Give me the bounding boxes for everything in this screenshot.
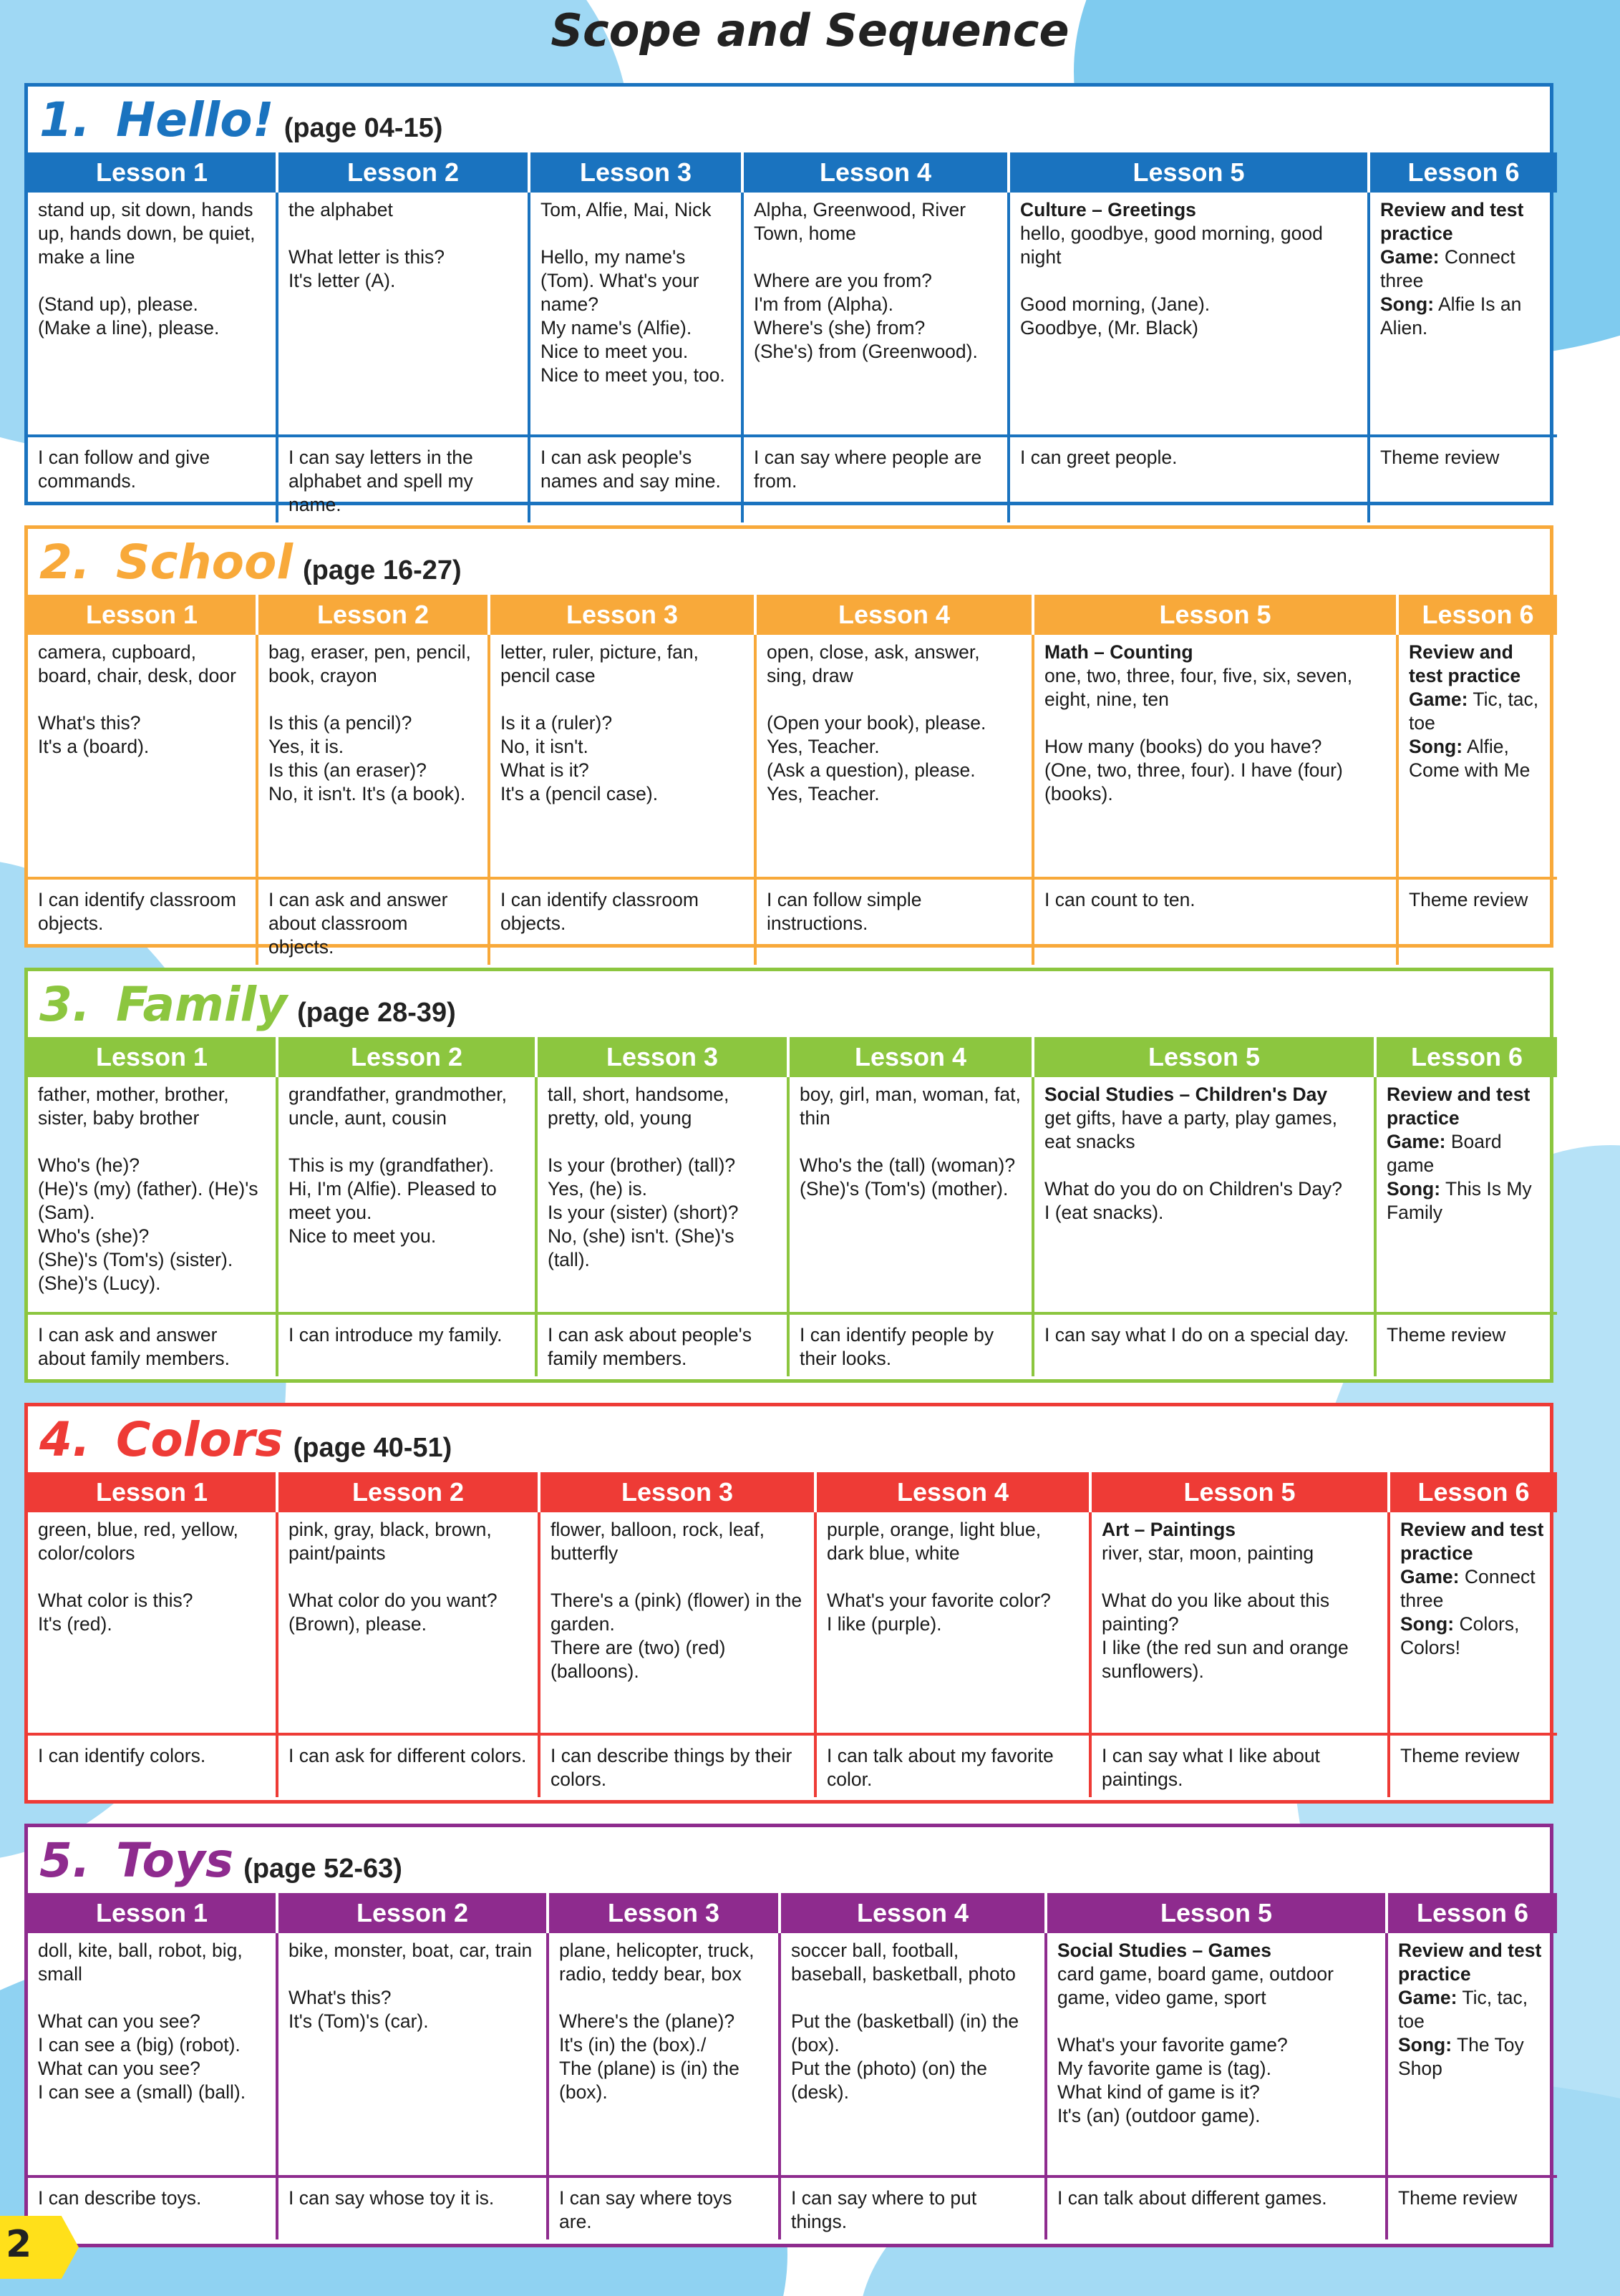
page-number-tab (0, 2216, 79, 2279)
unit-page-range: (page 52-63) (243, 1854, 402, 1884)
can-do-text: I can describe toys. (38, 2187, 202, 2209)
review-song (1380, 293, 1547, 340)
can-do-statement (548, 2176, 780, 2239)
unit-section-colors (24, 1403, 1553, 1804)
lesson-table (28, 1893, 1557, 2239)
lesson-header-5: Lesson 5 (1046, 1893, 1387, 1933)
lesson-topic-heading: Social Studies – Games (1057, 1940, 1271, 1961)
can-do-statement (489, 878, 755, 965)
unit-page-range: (page 28-39) (297, 998, 456, 1028)
lesson-content-text: boy, girl, man, woman, fat, thin Who's the (tall) (woman)? (She)'s (Tom's) (mother). (800, 1084, 1021, 1200)
lesson-content-text: one, two, three, four, five, six, seven, eight, nine, ten How many (books) do you have? (One, two, three, four). I have (four) (books). (1044, 665, 1353, 804)
lesson-content-cell (489, 635, 755, 878)
can-do-statement (28, 1734, 277, 1797)
can-do-text: Theme review (1400, 1745, 1520, 1766)
lesson-header-5: Lesson 5 (1090, 1472, 1389, 1512)
can-do-text: I can greet people. (1020, 447, 1178, 468)
lesson-content-cell (257, 635, 489, 878)
can-do-text: I can ask people's names and say mine. (540, 447, 721, 492)
page-number: 2 (6, 2223, 32, 2266)
lesson-content-row (28, 193, 1557, 436)
lesson-header-1: Lesson 1 (28, 595, 257, 635)
review-song (1400, 1612, 1547, 1660)
lesson-header-1: Lesson 1 (28, 1893, 277, 1933)
can-do-statement (536, 1313, 788, 1376)
lesson-content-text: grandfather, grandmother, uncle, aunt, cousin This is my (grandfather). Hi, I'm (Alfie). Pleased to meet you. Nice to meet you. (288, 1084, 507, 1247)
can-do-text: I can talk about different games. (1057, 2187, 1327, 2209)
unit-title: Colors (116, 1412, 283, 1467)
can-do-text: I can identify colors. (38, 1745, 206, 1766)
can-do-text: I can ask and answer about classroom objects. (268, 889, 448, 958)
unit-header (28, 1406, 1550, 1472)
unit-header (28, 87, 1550, 152)
lesson-content-cell (1397, 635, 1557, 878)
lesson-content-cell (788, 1077, 1033, 1313)
lesson-header-5: Lesson 5 (1009, 152, 1369, 193)
can-do-text: I can follow and give commands. (38, 447, 210, 492)
lesson-content-cell (1033, 1077, 1375, 1313)
review-game (1400, 1565, 1547, 1612)
can-do-text: I can ask about people's family members. (548, 1324, 752, 1369)
unit-header (28, 1827, 1550, 1893)
can-do-statement (1033, 1313, 1375, 1376)
can-do-text: I can say whose toy it is. (288, 2187, 495, 2209)
lesson-header-6: Lesson 6 (1397, 595, 1557, 635)
game-name: Connect three (1400, 1566, 1536, 1611)
lesson-content-text: pink, gray, black, brown, paint/paints What color do you want? (Brown), please. (288, 1519, 498, 1635)
lesson-header-3: Lesson 3 (529, 152, 742, 193)
can-do-text: Theme review (1409, 889, 1528, 910)
song-name: The Toy Shop (1398, 2034, 1524, 2079)
lesson-header-row (28, 152, 1557, 193)
lesson-content-cell (742, 193, 1009, 436)
unit-number: 4. (39, 1412, 90, 1467)
lesson-header-6: Lesson 6 (1387, 1893, 1557, 1933)
can-do-text: I can talk about my favorite color. (827, 1745, 1054, 1790)
lesson-header-4: Lesson 4 (780, 1893, 1046, 1933)
lesson-content-text: doll, kite, ball, robot, big, small What can you see? I can see a (big) (robot). What can you see? I can see a (small) (ball). (38, 1940, 246, 2103)
can-do-statement (742, 436, 1009, 522)
can-do-statement (28, 1313, 277, 1376)
lesson-header-3: Lesson 3 (548, 1893, 780, 1933)
lesson-header-6: Lesson 6 (1375, 1037, 1557, 1077)
lesson-topic-heading: Review and test practice (1400, 1519, 1544, 1564)
can-do-text: Theme review (1387, 1324, 1506, 1346)
lesson-content-text: green, blue, red, yellow, color/colors What color is this? It's (red). (38, 1519, 238, 1635)
game-label: Game: (1398, 1987, 1457, 2008)
can-do-statement (1009, 436, 1369, 522)
game-name: Tic, tac, toe (1398, 1987, 1528, 2032)
lesson-header-2: Lesson 2 (277, 1472, 539, 1512)
can-do-text: I can identify classroom objects. (38, 889, 236, 934)
lesson-topic-heading: Culture – Greetings (1020, 199, 1196, 220)
lesson-header-row (28, 595, 1557, 635)
game-name: Connect three (1380, 246, 1515, 291)
unit-number: 5. (39, 1833, 90, 1888)
lesson-topic-heading: Review and test practice (1409, 641, 1521, 686)
can-do-row (28, 1313, 1557, 1376)
lesson-content-text: camera, cupboard, board, chair, desk, door What's this? It's a (board). (38, 641, 236, 757)
lesson-content-text: the alphabet What letter is this? It's letter (A). (288, 199, 445, 291)
can-do-text: I can say letters in the alphabet and spell my name. (288, 447, 473, 515)
lesson-header-1: Lesson 1 (28, 152, 277, 193)
can-do-text: I can say where toys are. (559, 2187, 732, 2232)
review-song (1398, 2033, 1547, 2081)
can-do-row (28, 1734, 1557, 1797)
unit-section-school (24, 525, 1553, 958)
can-do-statement (1046, 2176, 1387, 2239)
can-do-text: I can say what I like about paintings. (1102, 1745, 1320, 1790)
unit-page-range: (page 40-51) (293, 1433, 452, 1463)
lesson-header-row (28, 1037, 1557, 1077)
unit-page-range: (page 16-27) (302, 555, 462, 585)
lesson-content-cell (1090, 1512, 1389, 1734)
lesson-table (28, 1472, 1557, 1797)
lesson-content-text: open, close, ask, answer, sing, draw (Open your book), please. Yes, Teacher. (Ask a question), please. Yes, Teacher. (767, 641, 986, 804)
lesson-content-text: flower, balloon, rock, leaf, butterfly There's a (pink) (flower) in the garden. There are (two) (red) (balloons). (550, 1519, 802, 1682)
lesson-content-cell (755, 635, 1033, 878)
unit-section-family (24, 968, 1553, 1383)
can-do-text: I can introduce my family. (288, 1324, 503, 1346)
lesson-content-text: hello, goodbye, good morning, good night Good morning, (Jane). Goodbye, (Mr. Black) (1020, 223, 1323, 339)
can-do-statement (780, 2176, 1046, 2239)
can-do-statement (1369, 436, 1557, 522)
game-name: Tic, tac, toe (1409, 689, 1539, 734)
can-do-statement (277, 1313, 536, 1376)
song-label: Song: (1400, 1613, 1455, 1635)
unit-section-toys (24, 1824, 1553, 2247)
lesson-content-text: father, mother, brother, sister, baby brother Who's (he)? (He)'s (my) (father). (He)'s (Sam). Who's (she)? (She)'s (Tom's) (sister). (She)'s (Lucy). (38, 1084, 258, 1294)
can-do-text: I can say what I do on a special day. (1044, 1324, 1349, 1346)
lesson-content-row (28, 635, 1557, 878)
lesson-content-text: letter, ruler, picture, fan, pencil case Is it a (ruler)? No, it isn't. What is it? It's a (pencil case). (500, 641, 699, 804)
lesson-content-cell (28, 1933, 277, 2176)
can-do-statement (815, 1734, 1090, 1797)
lesson-header-4: Lesson 4 (788, 1037, 1033, 1077)
lesson-content-text: bike, monster, boat, car, train What's this? It's (Tom)'s (car). (288, 1940, 533, 2032)
review-song (1409, 735, 1547, 782)
lesson-content-cell (1369, 193, 1557, 436)
song-label: Song: (1409, 736, 1463, 757)
lesson-content-cell (1033, 635, 1397, 878)
lesson-header-1: Lesson 1 (28, 1037, 277, 1077)
lesson-header-row (28, 1472, 1557, 1512)
lesson-content-cell (277, 193, 529, 436)
lesson-content-cell (1387, 1933, 1557, 2176)
review-game (1398, 1986, 1547, 2033)
can-do-statement (28, 878, 257, 965)
can-do-row (28, 878, 1557, 965)
unit-number: 2. (39, 535, 90, 590)
lesson-content-cell (780, 1933, 1046, 2176)
review-song (1387, 1177, 1547, 1225)
unit-title: Toys (116, 1833, 234, 1888)
lesson-content-cell (529, 193, 742, 436)
lesson-content-cell (28, 1512, 277, 1734)
lesson-topic-heading: Review and test practice (1398, 1940, 1542, 1985)
can-do-statement (788, 1313, 1033, 1376)
review-game (1387, 1130, 1547, 1177)
lesson-header-2: Lesson 2 (277, 152, 529, 193)
lesson-content-cell (277, 1933, 548, 2176)
lesson-content-cell (28, 193, 277, 436)
game-label: Game: (1380, 246, 1440, 268)
lesson-content-cell (548, 1933, 780, 2176)
can-do-text: Theme review (1380, 447, 1500, 468)
lesson-header-2: Lesson 2 (257, 595, 489, 635)
song-label: Song: (1387, 1178, 1441, 1200)
review-game (1409, 688, 1547, 735)
lesson-table (28, 1037, 1557, 1376)
lesson-table (28, 595, 1557, 965)
lesson-content-row (28, 1933, 1557, 2176)
lesson-content-cell (1009, 193, 1369, 436)
lesson-content-cell (277, 1077, 536, 1313)
lesson-content-cell (1389, 1512, 1557, 1734)
can-do-text: I can say where people are from. (754, 447, 982, 492)
song-label: Song: (1398, 2034, 1452, 2056)
can-do-statement (277, 2176, 548, 2239)
lesson-header-row (28, 1893, 1557, 1933)
lesson-content-text: stand up, sit down, hands up, hands down, be quiet, make a line (Stand up), please. (Make a line), please. (38, 199, 256, 339)
lesson-content-text: Alpha, Greenwood, River Town, home Where are you from? I'm from (Alpha). Where's (she) from? (She's) from (Greenwood). (754, 199, 978, 362)
lesson-content-text: purple, orange, light blue, dark blue, white What's your favorite color? I like (purple). (827, 1519, 1051, 1635)
song-name: Colors, Colors! (1400, 1613, 1520, 1658)
lesson-table (28, 152, 1557, 522)
lesson-header-3: Lesson 3 (536, 1037, 788, 1077)
unit-header (28, 529, 1550, 595)
game-label: Game: (1409, 689, 1468, 710)
lesson-content-row (28, 1077, 1557, 1313)
lesson-header-4: Lesson 4 (815, 1472, 1090, 1512)
can-do-text: I can ask for different colors. (288, 1745, 527, 1766)
can-do-statement (277, 436, 529, 522)
can-do-statement (529, 436, 742, 522)
lesson-topic-heading: Math – Counting (1044, 641, 1193, 663)
unit-number: 1. (39, 92, 90, 147)
can-do-text: I can ask and answer about family members. (38, 1324, 231, 1369)
can-do-row (28, 2176, 1557, 2239)
lesson-header-6: Lesson 6 (1389, 1472, 1557, 1512)
can-do-statement (28, 436, 277, 522)
lesson-header-2: Lesson 2 (277, 1037, 536, 1077)
lesson-content-row (28, 1512, 1557, 1734)
lesson-header-1: Lesson 1 (28, 1472, 277, 1512)
lesson-content-text: card game, board game, outdoor game, video game, sport What's your favorite game? My favorite game is (tag). What kind of game is it? It's (an) (outdoor game). (1057, 1963, 1334, 2126)
can-do-text: I can identify classroom objects. (500, 889, 699, 934)
unit-page-range: (page 04-15) (283, 113, 443, 143)
page-title: Scope and Sequence (550, 4, 1070, 57)
lesson-topic-heading: Review and test practice (1387, 1084, 1531, 1129)
lesson-content-cell (815, 1512, 1090, 1734)
song-name: This Is My Family (1387, 1178, 1532, 1223)
lesson-content-text: Tom, Alfie, Mai, Nick Hello, my name's (Tom). What's your name? My name's (Alfie). Nice to meet you. Nice to meet you, too. (540, 199, 725, 386)
can-do-statement (277, 1734, 539, 1797)
lesson-content-text: bag, eraser, pen, pencil, book, crayon Is this (a pencil)? Yes, it is. Is this (an eraser)? No, it isn't. It's (a book). (268, 641, 471, 804)
lesson-content-cell (28, 635, 257, 878)
can-do-statement (539, 1734, 815, 1797)
lesson-header-4: Lesson 4 (742, 152, 1009, 193)
can-do-text: Theme review (1398, 2187, 1518, 2209)
lesson-content-cell (277, 1512, 539, 1734)
lesson-header-4: Lesson 4 (755, 595, 1033, 635)
can-do-text: I can describe things by their colors. (550, 1745, 792, 1790)
lesson-content-cell (536, 1077, 788, 1313)
unit-number: 3. (39, 977, 90, 1032)
lesson-content-cell (1375, 1077, 1557, 1313)
lesson-content-text: river, star, moon, painting What do you like about this painting? I like (the red sun and orange sunflowers). (1102, 1542, 1349, 1682)
unit-title: Hello! (116, 92, 274, 147)
review-game (1380, 245, 1547, 293)
lesson-topic-heading: Review and test practice (1380, 199, 1524, 244)
lesson-content-text: soccer ball, football, baseball, basketball, photo Put the (basketball) (in) the (box). Put the (photo) (on) the (desk). (791, 1940, 1019, 2103)
can-do-statement (1397, 878, 1557, 965)
lesson-content-text: tall, short, handsome, pretty, old, young Is your (brother) (tall)? Yes, (he) is. Is your (sister) (short)? No, (she) isn't. (She)'s (tall). (548, 1084, 739, 1270)
song-name: Alfie, Come with Me (1409, 736, 1531, 781)
can-do-text: I can follow simple instructions. (767, 889, 922, 934)
can-do-statement (1033, 878, 1397, 965)
lesson-content-text: plane, helicopter, truck, radio, teddy bear, box Where's the (plane)? It's (in) the (box)./ The (plane) is (in) the (box). (559, 1940, 755, 2103)
can-do-row (28, 436, 1557, 522)
unit-header (28, 971, 1550, 1037)
unit-title: Family (116, 977, 288, 1032)
game-name: Board game (1387, 1131, 1502, 1176)
lesson-header-2: Lesson 2 (277, 1893, 548, 1933)
unit-section-hello (24, 83, 1553, 515)
lesson-header-5: Lesson 5 (1033, 595, 1397, 635)
can-do-statement (257, 878, 489, 965)
game-label: Game: (1400, 1566, 1460, 1587)
lesson-header-6: Lesson 6 (1369, 152, 1557, 193)
can-do-statement (1387, 2176, 1557, 2239)
can-do-text: I can identify people by their looks. (800, 1324, 994, 1369)
can-do-statement (1090, 1734, 1389, 1797)
can-do-statement (755, 878, 1033, 965)
lesson-content-cell (539, 1512, 815, 1734)
lesson-content-cell (28, 1077, 277, 1313)
lesson-header-3: Lesson 3 (489, 595, 755, 635)
song-label: Song: (1380, 293, 1435, 315)
lesson-content-text: get gifts, have a party, play games, eat snacks What do you do on Children's Day? I (eat snacks). (1044, 1107, 1343, 1223)
lesson-content-cell (1046, 1933, 1387, 2176)
game-label: Game: (1387, 1131, 1446, 1152)
unit-title: School (116, 535, 293, 590)
can-do-text: I can say where to put things. (791, 2187, 977, 2232)
can-do-statement (1389, 1734, 1557, 1797)
can-do-text: I can count to ten. (1044, 889, 1195, 910)
can-do-statement (1375, 1313, 1557, 1376)
song-name: Alfie Is an Alien. (1380, 293, 1522, 339)
lesson-header-5: Lesson 5 (1033, 1037, 1375, 1077)
lesson-topic-heading: Art – Paintings (1102, 1519, 1236, 1540)
lesson-header-3: Lesson 3 (539, 1472, 815, 1512)
lesson-topic-heading: Social Studies – Children's Day (1044, 1084, 1328, 1105)
